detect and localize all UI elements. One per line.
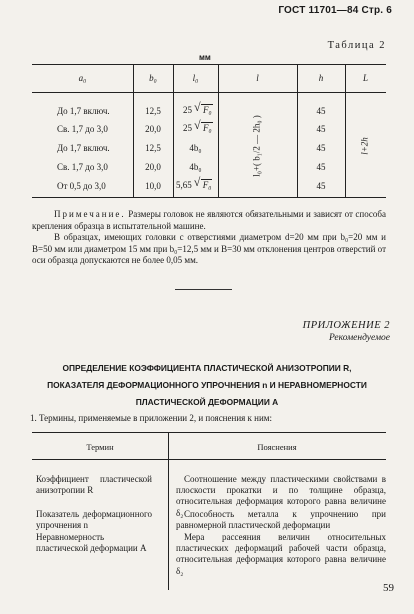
page-number: 59 — [383, 582, 394, 594]
cell-h: 45 — [316, 124, 326, 134]
l-formula: l₀+( b₁/2 — 2h₀ ) — [251, 115, 262, 177]
cell-b0: 10,0 — [145, 181, 161, 191]
cell-a0: До 1,7 включ. — [57, 143, 110, 153]
section-title-line: ПОКАЗАТЕЛЯ ДЕФОРМАЦИОННОГО УПРОЧНЕНИЯ n И НЕРАВНОМЕРНОСТИ — [47, 380, 367, 390]
header-L: L — [362, 73, 368, 83]
section-title-line: ПЛАСТИЧЕСКОЙ ДЕФОРМАЦИИ A — [135, 397, 279, 407]
cell-a0: От 0,5 до 3,0 — [57, 181, 106, 191]
cell-l0 — [176, 179, 212, 190]
l0-radicand: √ F₀ — [201, 104, 213, 115]
term-cell: Коэффициент пластической анизотропии R — [36, 474, 152, 496]
explanation-cell: Соотношение между пластическими свойствами в плоскости прокатки и по толщине образца, относительная деформация которого равна величине δ₂ — [176, 474, 386, 518]
cell-h: 45 — [316, 181, 326, 191]
table-header-rule — [32, 92, 386, 93]
l0-coef: 25 — [183, 123, 192, 133]
cell-a0: Св. 1,7 до 3,0 — [57, 162, 108, 172]
cell-l0 — [183, 122, 213, 133]
col-divider — [218, 64, 219, 197]
l0-coef: 5,65 — [176, 180, 192, 190]
col-divider — [345, 64, 346, 197]
col-divider — [173, 64, 174, 197]
table-units: мм — [199, 53, 211, 62]
cell-h: 45 — [316, 106, 326, 116]
cell-b0: 20,0 — [145, 124, 161, 134]
note-text: Размеры головок не являются обязательными и зависят от способа крепления образца в испытательной машине. — [32, 209, 386, 231]
header-l: l — [256, 73, 259, 83]
header-h: h — [318, 73, 324, 83]
separator-rule — [175, 289, 232, 290]
note-paragraph-2: В образцах, имеющих головки с отверстиями диаметром d=20 мм при b₀=20 мм и B=50 мм или диаметром 15 мм при b₀=12,5 мм и B=30 мм отклонения центров отверстий от оси образца допускаются не более 0,05 мм. — [32, 232, 386, 266]
appendix-label: ПРИЛОЖЕНИЕ 2 — [302, 320, 390, 331]
note-paragraph — [32, 209, 386, 232]
section-title-line: ОПРЕДЕЛЕНИЕ КОЭФФИЦИЕНТА ПЛАСТИЧЕСКОЙ АНИЗОТРОПИИ R, — [62, 363, 352, 373]
l0-radicand: √ F₀ — [201, 179, 213, 190]
section-title — [30, 360, 384, 411]
cell-l0 — [183, 104, 213, 115]
term-cell: Неравномерность пластической деформации A — [36, 532, 147, 554]
appendix-status: Рекомендуемое — [328, 333, 390, 343]
table-bottom-rule — [32, 197, 386, 198]
table2-header-expl: Пояснения — [257, 442, 297, 452]
table-title: Таблица 2 — [327, 40, 386, 51]
cell-l0: 4b₀ — [189, 143, 202, 153]
explanation-cell: Мера рассеяния величин относительных пластических деформаций рабочей части образца, относительная деформация которого равна величине δ₂ — [176, 532, 386, 576]
table2-header-term: Термин — [86, 442, 114, 452]
L-formula: l+2h — [359, 137, 370, 155]
cell-b0: 20,0 — [145, 162, 161, 172]
header-b0: b₀ — [149, 73, 157, 83]
note-label: Примечание. — [54, 209, 126, 219]
cell-h: 45 — [316, 162, 326, 172]
cell-b0: 12,5 — [145, 143, 161, 153]
table-top-rule — [32, 64, 386, 65]
l0-coef: 25 — [183, 105, 192, 115]
cell-a0: Св. 1,7 до 3,0 — [57, 124, 108, 134]
l0-radicand: √ F₀ — [201, 122, 213, 133]
table2-header-rule — [32, 459, 386, 460]
cell-l0: 4b₀ — [189, 162, 202, 172]
table2-top-rule — [32, 432, 386, 433]
explanation-cell: Способность металла к упрочнению при равномерной пластической деформации — [176, 509, 386, 531]
cell-h: 45 — [316, 143, 326, 153]
running-head: ГОСТ 11701—84 Стр. 6 — [278, 5, 392, 16]
cell-b0: 12,5 — [145, 106, 161, 116]
intro-paragraph: 1. Термины, применяемые в приложении 2, и пояснения к ним: — [30, 413, 272, 423]
header-l0: l₀ — [192, 73, 199, 83]
header-a0: a₀ — [78, 73, 87, 83]
table2-col-divider — [168, 432, 169, 590]
cell-a0: До 1,7 включ. — [57, 106, 110, 116]
term-cell: Показатель деформационного упрочнения n — [36, 509, 152, 531]
